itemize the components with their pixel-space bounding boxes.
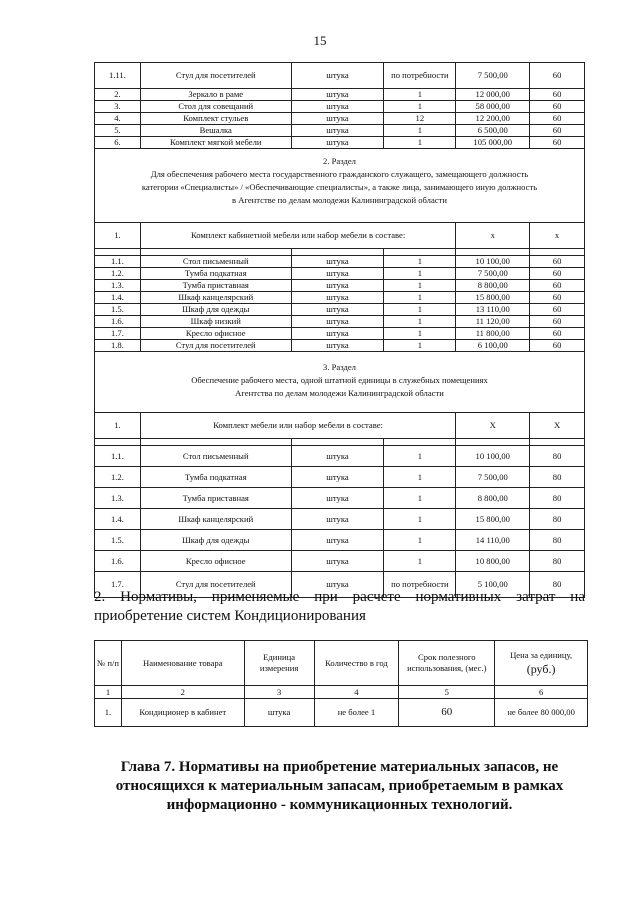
air-conditioning-norms-heading: 2. Нормативы, применяемые при расчете нормативных затрат на приобретение систем Кондиционирования xyxy=(94,589,585,624)
section-3-header xyxy=(95,352,585,413)
table-row: 1.1. Стол письменный штука 1 10 100,00 60 xyxy=(95,256,585,268)
table-row: 1.2. Тумба подкатная штука 1 7 500,00 60 xyxy=(95,268,585,280)
table-row: 1.7. Кресло офисное штука 1 11 800,00 60 xyxy=(95,328,585,340)
table-row: 1.3. Тумба приставная штука 1 8 800,00 60 xyxy=(95,280,585,292)
chapter-heading: Глава 7. Нормативы на приобретение материальных запасов, не относящихся к материальным запасам, приобретаемым в рамках информационно - коммуникационных технологий. xyxy=(115,759,564,813)
section-title: 2. Раздел xyxy=(323,156,356,166)
table-row: 1.6. Шкаф низкий штука 1 11 120,00 60 xyxy=(95,316,585,328)
section-2-header xyxy=(95,149,585,223)
table-row: 1. Кондиционер в кабинет штука не более 1 60 не более 80 000,00 xyxy=(95,699,588,727)
kit-row: 1. Комплект кабинетной мебели или набор мебели в составе: х х xyxy=(95,223,585,249)
table-row: 6. Комплект мягкой мебели штука 1 105 000,00 60 xyxy=(95,137,585,149)
table-row: 3. Стол для совещаний штука 1 58 000,00 60 xyxy=(95,101,585,113)
table-row: 1.5. Шкаф для одежды штука 1 14 110,00 80 xyxy=(95,530,585,551)
air-conditioning-table xyxy=(94,640,588,727)
table-row: 1.7. Стул для посетителей штука по потребности 5 100,00 80 xyxy=(95,572,585,598)
section-description: Обеспечение рабочего места, одной штатной единицы в служебных помещениях xyxy=(191,374,488,385)
table-row: 1.3. Тумба приставная штука 1 8 800,00 80 xyxy=(95,488,585,509)
furniture-norms-table xyxy=(94,62,585,598)
table-row: 1.6. Кресло офисное штука 1 10 800,00 80 xyxy=(95,551,585,572)
spacer-row xyxy=(95,249,585,256)
table-row: 1.1. Стол письменный штука 1 10 100,00 80 xyxy=(95,446,585,467)
page-number: 15 xyxy=(313,33,327,48)
table-row: 1.5. Шкаф для одежды штука 1 13 110,00 60 xyxy=(95,304,585,316)
section-description: Для обеспечения рабочего места государственного гражданского служащего, замещающего должность xyxy=(150,169,529,179)
table-row: 1.4. Шкаф канцелярский штука 1 15 800,00 60 xyxy=(95,292,585,304)
table-row: 1.8. Стул для посетителей штука 1 6 100,00 60 xyxy=(95,340,585,352)
spacer-row xyxy=(95,439,585,446)
kit-row: 1. Комплект мебели или набор мебели в составе: Х Х xyxy=(95,413,585,439)
section-description: категории «Специалисты» / «Обеспечивающие специалисты», а также лица, занимающего иную должность xyxy=(141,182,538,192)
table-row: 1.4. Шкаф канцелярский штука 1 15 800,00 80 xyxy=(95,509,585,530)
column-number-row: 1 2 3 4 5 6 xyxy=(95,686,588,699)
table-row: 2. Зеркало в раме штука 1 12 000,00 60 xyxy=(95,89,585,101)
table-row: 1.2. Тумба подкатная штука 1 7 500,00 80 xyxy=(95,467,585,488)
section-title: 3. Раздел xyxy=(323,361,356,372)
section-description: Агентства по делам молодежи Калининградской области xyxy=(235,387,444,398)
table-row: 4. Комплект стульев штука 12 12 200,00 60 xyxy=(95,113,585,125)
section-description: в Агентстве по делам молодежи Калининградской области xyxy=(232,195,447,205)
table-row: 1.11. Стул для посетителей штука по потребности 7 500,00 60 xyxy=(95,63,585,89)
table-header-row: № п/п Наименование товара Единица измерения Количество в год Срок полезного использования, (мес.) Цена за единицу, (руб.) xyxy=(95,641,588,686)
table-row: 5. Вешалка штука 1 6 500,00 60 xyxy=(95,125,585,137)
